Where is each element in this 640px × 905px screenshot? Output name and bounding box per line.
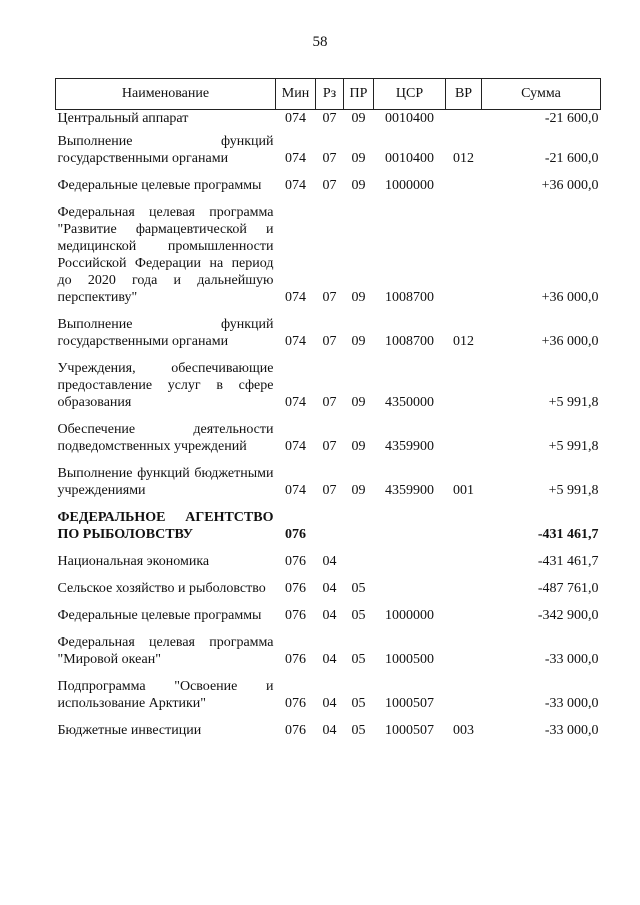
cell-pr: 05 (351, 696, 366, 711)
table-row (56, 415, 601, 459)
cell-sum: -33 000,0 (544, 723, 599, 738)
cell-pr: 09 (351, 111, 366, 126)
cell-csr: 1000500 (385, 652, 434, 667)
cell-rz: 04 (322, 723, 337, 738)
cell-sum: -342 900,0 (537, 608, 599, 623)
col-header-name: Наименование (56, 79, 276, 110)
cell-name: Бюджетные инвестиции (57, 723, 202, 738)
cell-pr: 09 (351, 395, 366, 410)
cell-rz: 04 (322, 581, 337, 596)
cell-sum: -33 000,0 (544, 696, 599, 711)
cell-sum: +36 000,0 (541, 178, 599, 193)
cell-sum: -33 000,0 (544, 652, 599, 667)
cell-sum: +5 991,8 (548, 395, 599, 410)
cell-vr (446, 574, 482, 601)
cell-vr (446, 601, 482, 628)
cell-rz: 07 (322, 178, 337, 193)
cell-vr (446, 171, 482, 198)
cell-min: 074 (285, 151, 306, 166)
cell-sum: -21 600,0 (544, 151, 599, 166)
cell-rz: 04 (322, 608, 337, 623)
cell-min: 074 (285, 439, 306, 454)
cell-name: Федеральная целевая программа "Мировой океан" (57, 635, 274, 667)
cell-pr: 05 (351, 652, 366, 667)
cell-vr (446, 198, 482, 310)
cell-rz: 04 (322, 696, 337, 711)
table-row (56, 628, 601, 672)
cell-min: 076 (285, 652, 306, 667)
cell-csr: 4359900 (385, 483, 434, 498)
table-row (56, 310, 601, 354)
cell-min: 074 (285, 111, 306, 126)
cell-min: 076 (285, 527, 306, 542)
cell-csr: 4350000 (385, 395, 434, 410)
cell-vr (446, 503, 482, 547)
col-header-pr: ПР (344, 79, 374, 110)
cell-csr: 1000507 (385, 723, 434, 738)
cell-min: 076 (285, 581, 306, 596)
cell-vr (446, 672, 482, 716)
cell-rz: 07 (322, 334, 337, 349)
cell-rz: 07 (322, 111, 337, 126)
col-header-vr: ВР (446, 79, 482, 110)
cell-name: Обеспечение деятельности подведомственных учреждений (57, 422, 274, 454)
cell-min: 074 (285, 483, 306, 498)
cell-csr: 1008700 (385, 290, 434, 305)
cell-rz: 07 (322, 439, 337, 454)
cell-sum: +36 000,0 (541, 334, 599, 349)
cell-vr (446, 415, 482, 459)
cell-rz: 04 (322, 652, 337, 667)
cell-name: Учреждения, обеспечивающие предоставление услуг в сфере образования (57, 361, 274, 410)
table-row (56, 503, 601, 547)
cell-pr: 09 (351, 178, 366, 193)
table-row (56, 547, 601, 574)
cell-vr: 012 (453, 334, 474, 349)
cell-sum: -431 461,7 (537, 554, 599, 569)
table-row (56, 110, 601, 128)
col-header-sum: Сумма (482, 79, 601, 110)
table-row (56, 127, 601, 171)
cell-sum: +5 991,8 (548, 483, 599, 498)
cell-pr (344, 503, 374, 547)
table-row (56, 459, 601, 503)
cell-min: 076 (285, 554, 306, 569)
cell-name: Сельское хозяйство и рыболовство (57, 581, 266, 596)
cell-vr: 001 (453, 483, 474, 498)
table-row (56, 198, 601, 310)
cell-min: 074 (285, 334, 306, 349)
col-header-csr: ЦСР (374, 79, 446, 110)
table-row (56, 574, 601, 601)
cell-min: 076 (285, 723, 306, 738)
cell-csr (374, 547, 446, 574)
cell-csr: 0010400 (385, 111, 434, 126)
cell-name: Федеральная целевая программа "Развитие фармацевтической и медицинской промышленности Российской Федерации на период до 2020 года и дальнейшую перспективу" (57, 205, 274, 305)
cell-csr: 1008700 (385, 334, 434, 349)
table-header-row (56, 79, 601, 110)
cell-pr: 09 (351, 483, 366, 498)
cell-csr: 1000507 (385, 696, 434, 711)
cell-name: Выполнение функций государственными органами (57, 317, 274, 349)
cell-name: Выполнение функций государственными органами (57, 134, 274, 166)
cell-rz: 07 (322, 483, 337, 498)
cell-csr (374, 503, 446, 547)
cell-name: Национальная экономика (57, 554, 210, 569)
cell-pr: 05 (351, 723, 366, 738)
col-header-min: Мин (276, 79, 316, 110)
cell-rz: 04 (322, 554, 337, 569)
cell-vr: 012 (453, 151, 474, 166)
table-row (56, 354, 601, 415)
cell-vr: 003 (453, 723, 474, 738)
cell-pr: 09 (351, 290, 366, 305)
cell-sum: -21 600,0 (544, 111, 599, 126)
cell-csr: 1000000 (385, 178, 434, 193)
table-row (56, 716, 601, 743)
cell-name: Центральный аппарат (57, 111, 189, 126)
cell-min: 076 (285, 696, 306, 711)
table-row (56, 171, 601, 198)
cell-pr: 05 (351, 608, 366, 623)
cell-name: Подпрограмма "Освоение и использование Арктики" (57, 679, 274, 711)
table-row (56, 601, 601, 628)
cell-csr: 0010400 (385, 151, 434, 166)
table-row (56, 672, 601, 716)
cell-sum: -431 461,7 (537, 527, 599, 542)
cell-name: ФЕДЕРАЛЬНОЕ АГЕНТСТВО ПО РЫБОЛОВСТВУ (57, 510, 274, 542)
budget-table (55, 78, 601, 743)
page-number: 58 (312, 34, 328, 50)
cell-pr: 05 (351, 581, 366, 596)
cell-vr (446, 110, 482, 128)
cell-name: Выполнение функций бюджетными учреждениями (57, 466, 274, 498)
cell-rz: 07 (322, 151, 337, 166)
cell-rz (316, 503, 344, 547)
cell-min: 076 (285, 608, 306, 623)
cell-min: 074 (285, 395, 306, 410)
cell-csr: 4359900 (385, 439, 434, 454)
cell-csr (374, 574, 446, 601)
cell-pr: 09 (351, 334, 366, 349)
cell-name: Федеральные целевые программы (57, 178, 262, 193)
cell-sum: +36 000,0 (541, 290, 599, 305)
cell-name: Федеральные целевые программы (57, 608, 262, 623)
cell-rz: 07 (322, 290, 337, 305)
col-header-rz: Рз (316, 79, 344, 110)
cell-vr (446, 354, 482, 415)
cell-rz: 07 (322, 395, 337, 410)
cell-csr: 1000000 (385, 608, 434, 623)
cell-pr: 09 (351, 151, 366, 166)
cell-vr (446, 628, 482, 672)
cell-sum: +5 991,8 (548, 439, 599, 454)
cell-min: 074 (285, 290, 306, 305)
cell-sum: -487 761,0 (537, 581, 599, 596)
cell-min: 074 (285, 178, 306, 193)
cell-vr (446, 547, 482, 574)
cell-pr (344, 547, 374, 574)
cell-pr: 09 (351, 439, 366, 454)
